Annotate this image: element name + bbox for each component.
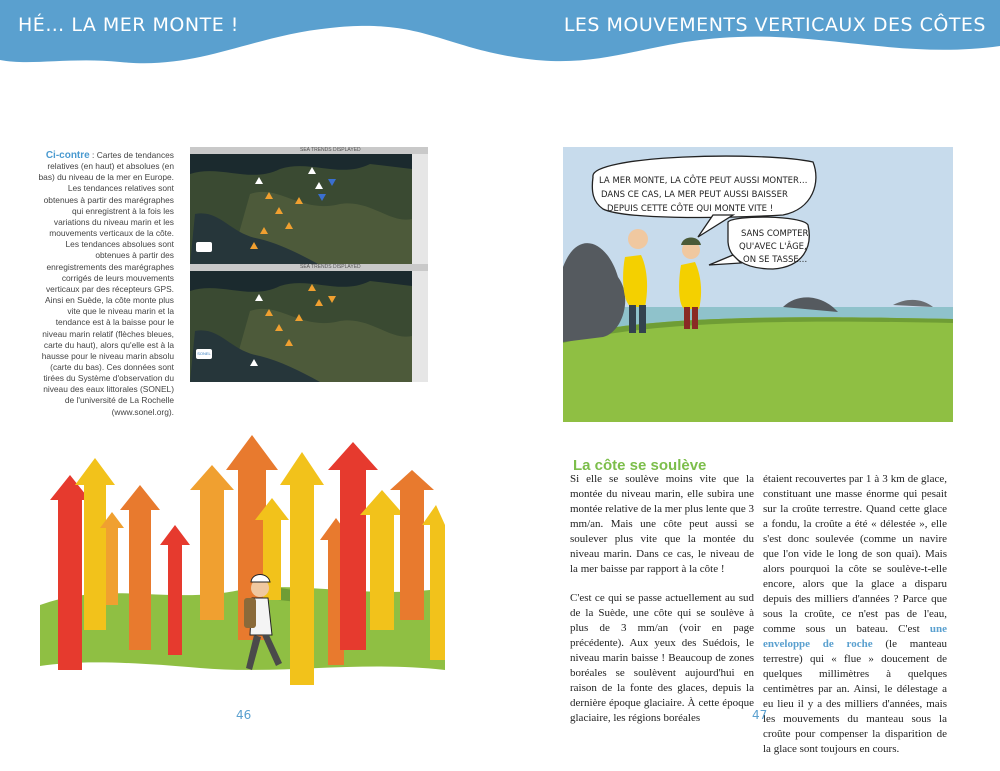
section-title: La côte se soulève <box>573 457 707 474</box>
map-relative-trends <box>190 147 428 265</box>
bubble1-line2: DANS CE CAS, LA MER PEUT AUSSI BAISSER <box>601 190 788 200</box>
cartoon-illustration <box>563 147 953 422</box>
highlight-term: une enveloppe de roche <box>763 623 947 650</box>
caption-text: : Cartes de tendances relatives (en haut) et absolues (en bas) du niveau de la mer en Europe. Les tendances relatives sont obtenues à partir des marégraphes qui enregistrent à la fois les variations du niveau marin et les mouvements verticaux de la côte. Les tendances absolues sont obtenues à partir des enregistrements des marégraphes corrigés de leurs mouvements verticaux par des récepteurs GPS. Ainsi en Suède, la côte monte plus vite que le niveau marin et la tendance est à la baisse pour le niveau marin relatif (flèches bleues, carte du haut), alors qu'elle est à la hausse pour le niveau marin absolu (carte du bas). Ces données sont tirées du Système d'observation du niveau des eaux littorales (SONEL) de l'université de La Rochelle (www.sonel.org). <box>38 150 174 417</box>
header-wave <box>0 0 1000 80</box>
map-bottom-header: SEA TRENDS DISPLAYED <box>300 264 361 270</box>
paragraph-3-end: (le manteau terrestre) qui « flue » doucement de quelques millimètres à quelques centimètres par an. Ainsi, le délestage a eu lieu il y a des milliers d'années, mais les mouvements du manteau sous la croûte pour compenser la disparition de la glace sont toujours en cours. <box>763 638 947 755</box>
map-top-header: SEA TRENDS DISPLAYED <box>300 147 361 153</box>
paragraph-2: C'est ce qui se passe actuellement au sud de la Suède, une côte qui se soulève à plus de 3 mm/an (voir en page précédente). Aux yeux des Suédois, le niveau marin baisse ! Beaucoup de zones boréales se soulèvent aujourd'hui en raison de la fonte des glaces, depuis la dernière époque glaciaire. À cette époque glaciaire, les régions boréales <box>570 592 754 724</box>
page-number-right: 47 <box>752 708 768 722</box>
bubble2-line2: QU'AVEC L'ÂGE, <box>739 242 807 252</box>
bubble2-line1: SANS COMPTER <box>741 229 809 239</box>
paragraph-3-start: étaient recouvertes par 1 à 3 km de glace, constituant une masse énorme qui pesait sur la croûte terrestre. Quand cette glace a fondu, la croûte a été « délestée », elle s'est donc soulevée (comme un navire que l'on vide le long de son quai). Mais alors pourquoi la côte se soulève-t-elle encore, alors que la glace a disparu depuis des milliers d'années ? Parce que sous la croûte, ce n'est pas de l'eau, comme sous un bateau. C'est <box>763 473 947 635</box>
map-top-legend <box>412 154 428 265</box>
text-column-1 <box>570 472 754 740</box>
map-top-bar <box>190 147 428 154</box>
text-column-2 <box>763 472 947 771</box>
paragraph-1: Si elle se soulève moins vite que la montée du niveau marin, elle subira une montée relative de la mer plus lente que 3 mm/an. Mais une côte peut aussi se soulever plus vite que la montée du niveau marin. Dans ce cas, le niveau de la mer baisse par rapport à la côte ! <box>570 473 754 575</box>
map-bottom-image <box>190 271 412 382</box>
map-absolute-trends <box>190 264 428 382</box>
map-caption <box>34 150 174 418</box>
caption-lead: Ci-contre <box>45 150 90 161</box>
header-right-title: LES MOUVEMENTS VERTICAUX DES CÔTES <box>563 14 986 36</box>
bubble2-line3: ON SE TASSE… <box>743 255 808 265</box>
map-bottom-legend <box>412 271 428 382</box>
map-top-image <box>190 154 412 265</box>
map-bottom-bar <box>190 264 428 271</box>
bubble1-line1: LA MER MONTE, LA CÔTE PEUT AUSSI MONTER… <box>599 176 808 186</box>
page-number-left: 46 <box>236 708 252 722</box>
map-top-logo <box>196 242 212 252</box>
map-bottom-logo: SONEL <box>196 349 212 359</box>
header-left-title: HÉ… LA MER MONTE ! <box>18 14 239 36</box>
rising-arrows-illustration <box>40 430 445 692</box>
bubble1-line3: DEPUIS CETTE CÔTE QUI MONTE VITE ! <box>607 204 774 214</box>
